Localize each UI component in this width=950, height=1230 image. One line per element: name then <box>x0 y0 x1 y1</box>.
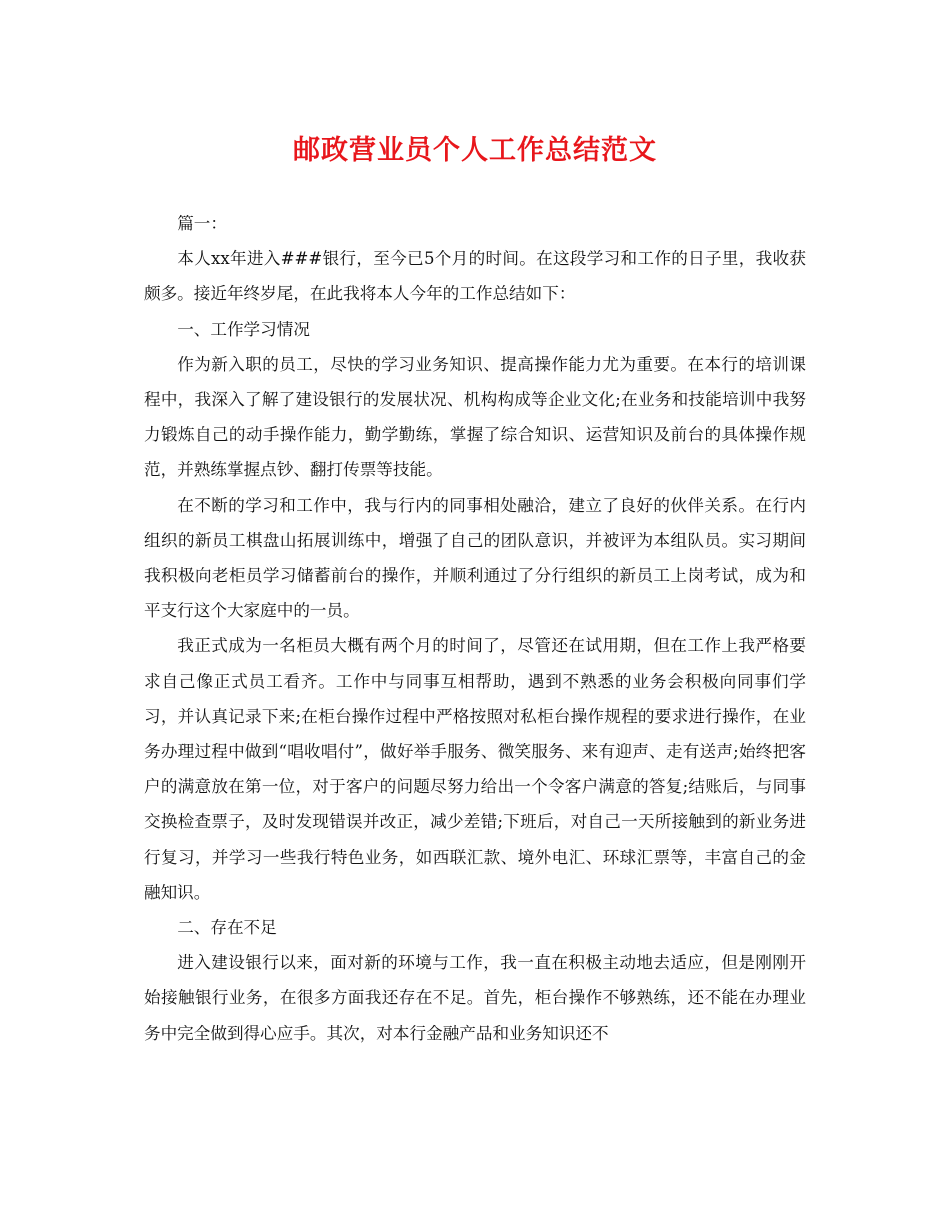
paragraph-shortcomings: 进入建设银行以来，面对新的环境与工作，我一直在积极主动地去适应，但是刚刚开始接触银行业务，在很多方面我还存在不足。首先，柜台操作不够熟练，还不能在办理业务中完全做到得心应手。其次，对本行金融产品和业务知识还不 <box>144 953 806 1043</box>
paragraph-training: 作为新入职的员工，尽快的学习业务知识、提高操作能力尤为重要。在本行的培训课程中，我深入了解了建设银行的发展状况、机构构成等企业文化;在业务和技能培训中我努力锻炼自己的动手操作能力，勤学勤练，掌握了综合知识、运营知识及前台的具体操作规范，并熟练掌握点钞、翻打传票等技能。 <box>144 354 806 480</box>
intro-paragraph: 本人xx年进入###银行，至今已5个月的时间。在这段学习和工作的日子里，我收获颇多。接近年终岁尾，在此我将本人今年的工作总结如下： <box>144 249 806 304</box>
document-title: 邮政营业员个人工作总结范文 <box>293 135 657 166</box>
heading-shortcomings: 二、存在不足 <box>177 918 277 938</box>
paragraph-teamwork: 在不断的学习和工作中，我与行内的同事相处融洽，建立了良好的伙伴关系。在行内组织的新员工棋盘山拓展训练中，增强了自己的团队意识，并被评为本组队员。实习期间我积极向老柜员学习储蓄前台的操作，并顺利通过了分行组织的新员工上岗考试，成为和平支行这个大家庭中的一员。 <box>144 495 806 621</box>
document-body <box>144 206 806 1051</box>
heading-work-study: 一、工作学习情况 <box>177 319 310 339</box>
section-label-part-one: 篇一： <box>177 214 227 233</box>
paragraph-teller-work: 我正式成为一名柜员大概有两个月的时间了，尽管还在试用期，但在工作上我严格要求自己像正式员工看齐。工作中与同事互相帮助，遇到不熟悉的业务会积极向同事们学习，并认真记录下来;在柜台操作过程中严格按照对私柜台操作规程的要求进行操作，在业务办理过程中做到“唱收唱付”，做好举手服务、微笑服务、来有迎声、走有送声;始终把客户的满意放在第一位，对于客户的问题尽努力给出一个令客户满意的答复;结账后，与同事交换检查票子，及时发现错误并改正，减少差错;下班后，对自己一天所接触到的新业务进行复习，并学习一些我行特色业务，如西联汇款、境外电汇、环球汇票等，丰富自己的金融知识。 <box>144 636 806 902</box>
